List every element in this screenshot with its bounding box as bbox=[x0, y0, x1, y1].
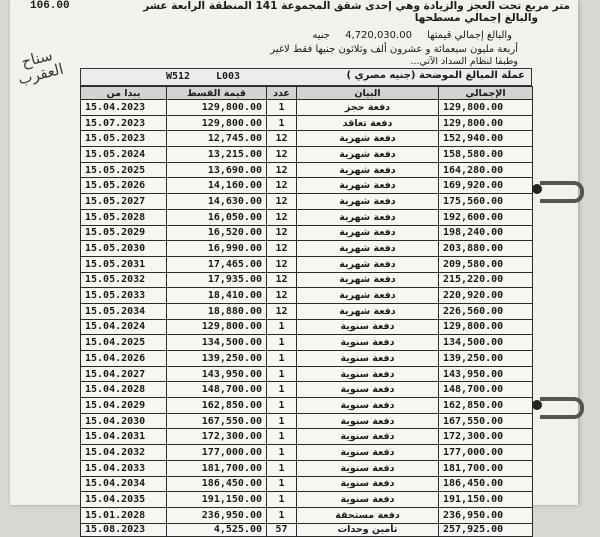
total-cell: 162,850.00 bbox=[439, 398, 533, 414]
due-date-cell: 15.07.2023 bbox=[81, 115, 167, 131]
header-line-unit-description bbox=[143, 0, 570, 12]
total-cell: 226,560.00 bbox=[439, 303, 533, 319]
count-cell: 12 bbox=[267, 241, 297, 257]
column-header-installment: قيمة القسط bbox=[167, 87, 267, 100]
table-row bbox=[81, 492, 533, 508]
installment-cell: 16,990.00 bbox=[167, 241, 267, 257]
total-cell: 129,800.00 bbox=[439, 319, 533, 335]
table-row bbox=[81, 351, 533, 367]
installment-cell: 129,800.00 bbox=[167, 100, 267, 116]
installment-cell: 134,500.00 bbox=[167, 335, 267, 351]
installment-cell: 17,465.00 bbox=[167, 256, 267, 272]
installment-cell: 129,800.00 bbox=[167, 319, 267, 335]
payment-type-cell: دفعة سنوية bbox=[297, 382, 439, 398]
due-date-cell: 15.08.2023 bbox=[81, 523, 167, 536]
payment-type-cell: دفعة سنوية bbox=[297, 366, 439, 382]
due-date-cell: 15.04.2028 bbox=[81, 382, 167, 398]
table-row bbox=[81, 256, 533, 272]
total-cell: 192,600.00 bbox=[439, 209, 533, 225]
table-header-row bbox=[81, 87, 533, 100]
installment-cell: 162,850.00 bbox=[167, 398, 267, 414]
due-date-cell: 15.05.2023 bbox=[81, 131, 167, 147]
total-cell: 236,950.00 bbox=[439, 507, 533, 523]
payment-type-cell: تأمين وحدات bbox=[297, 523, 439, 536]
due-date-cell: 15.04.2023 bbox=[81, 100, 167, 116]
column-header-total: الإجمالي bbox=[439, 87, 533, 100]
table-row bbox=[81, 319, 533, 335]
payment-type-cell: دفعة سنوية bbox=[297, 460, 439, 476]
total-value-currency: جنيه bbox=[312, 30, 330, 41]
due-date-cell: 15.04.2029 bbox=[81, 398, 167, 414]
installment-cell: 186,450.00 bbox=[167, 476, 267, 492]
table-row bbox=[81, 398, 533, 414]
total-cell: 220,920.00 bbox=[439, 288, 533, 304]
total-cell: 152,940.00 bbox=[439, 131, 533, 147]
count-cell: 12 bbox=[267, 147, 297, 163]
due-date-cell: 15.05.2028 bbox=[81, 209, 167, 225]
total-cell: 198,240.00 bbox=[439, 225, 533, 241]
installment-cell: 17,935.00 bbox=[167, 272, 267, 288]
total-cell: 134,500.00 bbox=[439, 335, 533, 351]
installment-cell: 167,550.00 bbox=[167, 413, 267, 429]
count-cell: 12 bbox=[267, 131, 297, 147]
count-cell: 1 bbox=[267, 507, 297, 523]
table-row bbox=[81, 382, 533, 398]
table-row bbox=[81, 115, 533, 131]
installment-cell: 139,250.00 bbox=[167, 351, 267, 367]
table-row bbox=[81, 178, 533, 194]
due-date-cell: 15.05.2034 bbox=[81, 303, 167, 319]
count-cell: 1 bbox=[267, 492, 297, 508]
table-row bbox=[81, 366, 533, 382]
table-row bbox=[81, 507, 533, 523]
count-cell: 57 bbox=[267, 523, 297, 536]
payment-type-cell: دفعة شهرية bbox=[297, 147, 439, 163]
header-line-total-value bbox=[306, 30, 518, 41]
count-cell: 1 bbox=[267, 445, 297, 461]
payment-type-cell: دفعة مستحقة bbox=[297, 507, 439, 523]
total-cell: 139,250.00 bbox=[439, 351, 533, 367]
installment-cell: 18,880.00 bbox=[167, 303, 267, 319]
due-date-cell: 15.04.2024 bbox=[81, 319, 167, 335]
amount-in-words-text: أربعة مليون سبعمائة و عشرون ألف وثلاثون جنيها فقط لاغير bbox=[270, 44, 518, 55]
total-cell: 177,000.00 bbox=[439, 445, 533, 461]
payment-schedule-table bbox=[80, 86, 533, 537]
table-row bbox=[81, 131, 533, 147]
due-date-cell: 15.05.2031 bbox=[81, 256, 167, 272]
table-row bbox=[81, 194, 533, 210]
due-date-cell: 15.04.2025 bbox=[81, 335, 167, 351]
area-label-text: والبالغ إجمالي مسطحها bbox=[414, 12, 538, 24]
installment-cell: 13,215.00 bbox=[167, 147, 267, 163]
table-row bbox=[81, 460, 533, 476]
payment-type-cell: دفعة سنوية bbox=[297, 445, 439, 461]
area-value: 106.00 bbox=[30, 0, 70, 12]
table-row bbox=[81, 100, 533, 116]
table-row bbox=[81, 272, 533, 288]
installment-cell: 236,950.00 bbox=[167, 507, 267, 523]
total-cell: 175,560.00 bbox=[439, 194, 533, 210]
count-cell: 1 bbox=[267, 460, 297, 476]
table-row bbox=[81, 413, 533, 429]
table-row bbox=[81, 225, 533, 241]
total-cell: 143,950.00 bbox=[439, 366, 533, 382]
total-cell: 148,700.00 bbox=[439, 382, 533, 398]
count-cell: 1 bbox=[267, 319, 297, 335]
total-cell: 129,800.00 bbox=[439, 100, 533, 116]
installment-cell: 16,050.00 bbox=[167, 209, 267, 225]
table-row bbox=[81, 147, 533, 163]
installment-cell: 14,630.00 bbox=[167, 194, 267, 210]
payment-type-cell: دفعة سنوية bbox=[297, 398, 439, 414]
count-cell: 1 bbox=[267, 382, 297, 398]
count-cell: 1 bbox=[267, 429, 297, 445]
table-row bbox=[81, 209, 533, 225]
due-date-cell: 15.04.2035 bbox=[81, 492, 167, 508]
column-header-due: يبدا من bbox=[81, 87, 167, 100]
payment-type-cell: دفعة شهرية bbox=[297, 178, 439, 194]
total-cell: 215,220.00 bbox=[439, 272, 533, 288]
due-date-cell: 15.05.2027 bbox=[81, 194, 167, 210]
due-date-cell: 15.04.2032 bbox=[81, 445, 167, 461]
total-cell: 191,150.00 bbox=[439, 492, 533, 508]
payment-type-cell: دفعة سنوية bbox=[297, 429, 439, 445]
table-row bbox=[81, 241, 533, 257]
payment-type-cell: دفعة شهرية bbox=[297, 162, 439, 178]
payment-type-cell: دفعة شهرية bbox=[297, 303, 439, 319]
payment-type-cell: دفعة شهرية bbox=[297, 272, 439, 288]
payment-type-cell: دفعة شهرية bbox=[297, 225, 439, 241]
total-cell: 172,300.00 bbox=[439, 429, 533, 445]
count-cell: 1 bbox=[267, 413, 297, 429]
count-cell: 1 bbox=[267, 335, 297, 351]
due-date-cell: 15.05.2029 bbox=[81, 225, 167, 241]
due-date-cell: 15.04.2030 bbox=[81, 413, 167, 429]
due-date-cell: 15.05.2024 bbox=[81, 147, 167, 163]
payment-type-cell: دفعة شهرية bbox=[297, 209, 439, 225]
currency-label: عملة المبالغ الموضحة (جنيه مصري ) bbox=[346, 70, 525, 81]
total-cell: 203,880.00 bbox=[439, 241, 533, 257]
handwritten-signature: سناح العقرب bbox=[16, 45, 66, 89]
unit-code-w: W512 bbox=[166, 71, 191, 82]
count-cell: 1 bbox=[267, 115, 297, 131]
total-cell: 186,450.00 bbox=[439, 476, 533, 492]
due-date-cell: 15.05.2030 bbox=[81, 241, 167, 257]
installment-cell: 172,300.00 bbox=[167, 429, 267, 445]
installment-cell: 12,745.00 bbox=[167, 131, 267, 147]
payment-type-cell: دفعة شهرية bbox=[297, 288, 439, 304]
count-cell: 12 bbox=[267, 209, 297, 225]
due-date-cell: 15.05.2033 bbox=[81, 288, 167, 304]
count-cell: 12 bbox=[267, 194, 297, 210]
payment-system-text: وطبقا لنظام السداد الآتي... bbox=[410, 56, 518, 67]
due-date-cell: 15.05.2026 bbox=[81, 178, 167, 194]
payment-type-cell: دفعة حجز bbox=[297, 100, 439, 116]
table-row bbox=[81, 162, 533, 178]
payment-type-cell: دفعة تعاقد bbox=[297, 115, 439, 131]
due-date-cell: 15.04.2027 bbox=[81, 366, 167, 382]
due-date-cell: 15.04.2031 bbox=[81, 429, 167, 445]
total-cell: 167,550.00 bbox=[439, 413, 533, 429]
installment-cell: 18,410.00 bbox=[167, 288, 267, 304]
payment-type-cell: دفعة شهرية bbox=[297, 194, 439, 210]
header-line-area-label bbox=[415, 12, 538, 24]
count-cell: 12 bbox=[267, 272, 297, 288]
installment-cell: 148,700.00 bbox=[167, 382, 267, 398]
header-line-payment-system bbox=[410, 56, 518, 67]
table-row bbox=[81, 288, 533, 304]
total-cell: 164,280.00 bbox=[439, 162, 533, 178]
due-date-cell: 15.04.2034 bbox=[81, 476, 167, 492]
table-row bbox=[81, 303, 533, 319]
payment-type-cell: دفعة شهرية bbox=[297, 131, 439, 147]
count-cell: 12 bbox=[267, 162, 297, 178]
installment-cell: 143,950.00 bbox=[167, 366, 267, 382]
unit-info-bar bbox=[80, 68, 532, 86]
column-header-type: البيان bbox=[297, 87, 439, 100]
installment-cell: 191,150.00 bbox=[167, 492, 267, 508]
count-cell: 12 bbox=[267, 225, 297, 241]
installment-cell: 129,800.00 bbox=[167, 115, 267, 131]
document-page bbox=[10, 0, 578, 536]
total-value-amount: 4,720,030.00 bbox=[345, 30, 412, 41]
count-cell: 12 bbox=[267, 303, 297, 319]
count-cell: 1 bbox=[267, 398, 297, 414]
installment-cell: 181,700.00 bbox=[167, 460, 267, 476]
count-cell: 1 bbox=[267, 366, 297, 382]
binder-ring bbox=[540, 181, 584, 203]
count-cell: 12 bbox=[267, 288, 297, 304]
total-cell: 158,580.00 bbox=[439, 147, 533, 163]
table-row bbox=[81, 523, 533, 536]
payment-type-cell: دفعة سنوية bbox=[297, 335, 439, 351]
installment-cell: 14,160.00 bbox=[167, 178, 267, 194]
due-date-cell: 15.04.2026 bbox=[81, 351, 167, 367]
total-cell: 209,580.00 bbox=[439, 256, 533, 272]
table-row bbox=[81, 445, 533, 461]
total-cell: 257,925.00 bbox=[439, 523, 533, 536]
due-date-cell: 15.01.2028 bbox=[81, 507, 167, 523]
table-row bbox=[81, 476, 533, 492]
installment-cell: 177,000.00 bbox=[167, 445, 267, 461]
total-cell: 181,700.00 bbox=[439, 460, 533, 476]
count-cell: 1 bbox=[267, 351, 297, 367]
unit-description-text: متر مربع تحت العجز والزيادة وهي إحدى شقق المجموعة 141 المنطقة الرابعة عشر bbox=[143, 0, 570, 12]
payment-type-cell: دفعة سنوية bbox=[297, 413, 439, 429]
due-date-cell: 15.04.2033 bbox=[81, 460, 167, 476]
table-row bbox=[81, 429, 533, 445]
payment-type-cell: دفعة شهرية bbox=[297, 256, 439, 272]
payment-type-cell: دفعة سنوية bbox=[297, 492, 439, 508]
count-cell: 12 bbox=[267, 178, 297, 194]
total-cell: 129,800.00 bbox=[439, 115, 533, 131]
unit-code-l: L003 bbox=[216, 71, 241, 82]
total-value-label: والبالغ إجمالي قيمتها bbox=[427, 30, 512, 41]
column-header-count: عدد bbox=[267, 87, 297, 100]
payment-type-cell: دفعة سنوية bbox=[297, 319, 439, 335]
payment-type-cell: دفعة سنوية bbox=[297, 351, 439, 367]
table-row bbox=[81, 335, 533, 351]
installment-cell: 13,690.00 bbox=[167, 162, 267, 178]
due-date-cell: 15.05.2032 bbox=[81, 272, 167, 288]
payment-type-cell: دفعة شهرية bbox=[297, 241, 439, 257]
binder-ring bbox=[540, 397, 584, 419]
installment-cell: 16,520.00 bbox=[167, 225, 267, 241]
total-cell: 169,920.00 bbox=[439, 178, 533, 194]
header-line-amount-in-words bbox=[270, 44, 518, 55]
due-date-cell: 15.05.2025 bbox=[81, 162, 167, 178]
payment-type-cell: دفعة سنوية bbox=[297, 476, 439, 492]
installment-cell: 4,525.00 bbox=[167, 523, 267, 536]
count-cell: 1 bbox=[267, 100, 297, 116]
count-cell: 1 bbox=[267, 476, 297, 492]
count-cell: 12 bbox=[267, 256, 297, 272]
